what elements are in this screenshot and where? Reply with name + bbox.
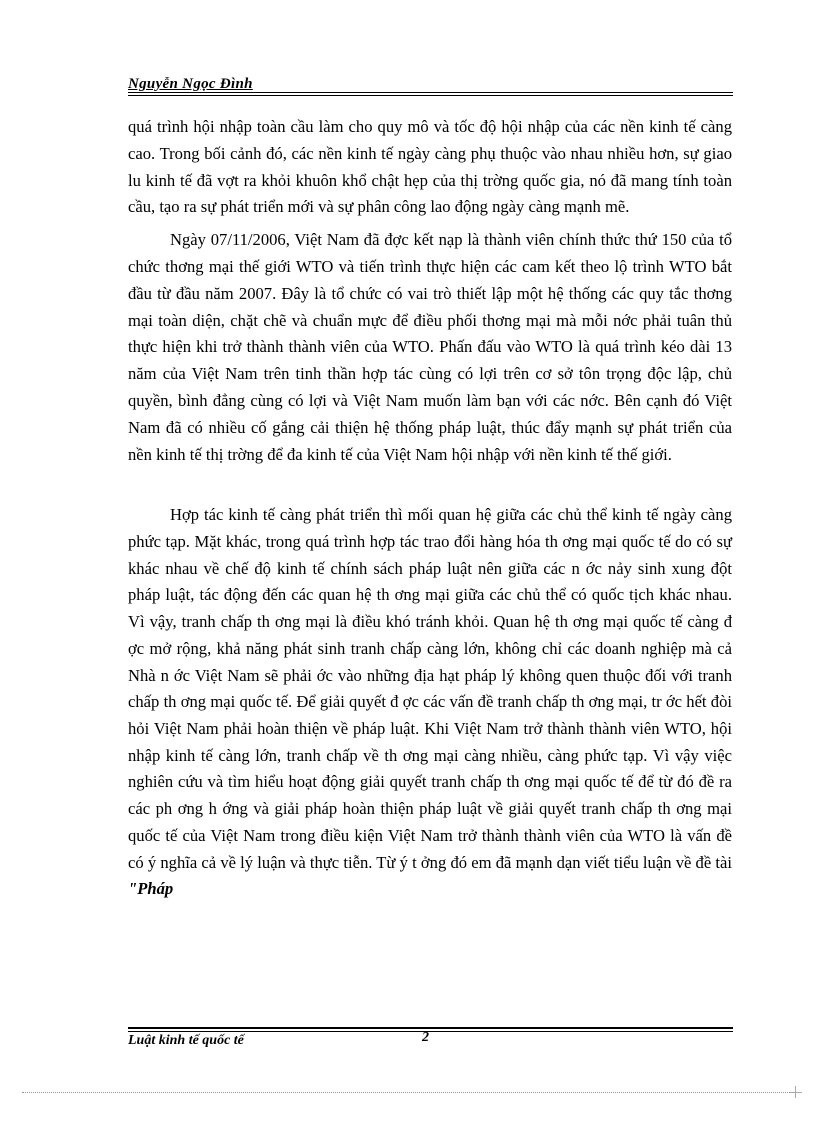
paragraph-3-text: Hợp tác kinh tế càng phát triển thì mối quan hệ giữa các chủ thể kinh tế ngày càng phức tạp. Mặt khác, trong quá trình hợp tác trao đổi hàng hóa th ơng mại quốc tế do có sự khác nhau về chế độ kinh tế chính sách pháp luật nên giữa các n ớc nảy sinh xung đột pháp luật, tác động đến các quan hệ th ơng mại giữa các chủ thể có quốc tịch khác nhau. Vì vậy, tranh chấp th ơng mại là điều khó tránh khỏi. Quan hệ th ơng mại quốc tế càng đ ợc mở rộng, khả năng phát sinh tranh chấp càng lớn, không chỉ các doanh nghiệp mà cả Nhà n ớc Việt Nam sẽ phải ớc vào những địa hạt pháp lý không quen thuộc đối với tranh chấp th ơng mại quốc tế. Để giải quyết đ ợc các vấn đề tranh chấp th ơng mại, tr ớc hết đòi hỏi Việt Nam phải hoàn thiện về pháp luật. Khi Việt Nam trở thành thành viên WTO, hội nhập kinh tế càng lớn, tranh chấp về th ơng mại càng nhiều, càng phức tạp. Vì vậy việc nghiên cứu và tìm hiểu hoạt động giải quyết tranh chấp th ơng mại quốc tế để từ đó đề ra các ph ơng h ớng và giải pháp hoàn thiện pháp luật về giải quyết tranh chấp th ơng mại quốc tế của Việt Nam trong điều kiện Việt Nam trở thành thành viên của WTO là vấn đề có ý nghĩa cả về lý luận và thực tiễn. Từ ý t ởng đó em đã mạnh dạn viết tiểu luận về đề tài [128, 505, 732, 872]
header-author: Nguyễn Ngọc Đình [128, 76, 253, 92]
paragraph-2: Ngày 07/11/2006, Việt Nam đã đợc kết nạp là thành viên chính thức thứ 150 của tổ chức thơng mại thế giới WTO và tiến trình thực hiện các cam kết theo lộ trình WTO bắt đầu từ đầu năm 2007. Đây là tổ chức có vai trò thiết lập một hệ thống các quy tắc thơng mại toàn diện, chặt chẽ và chuẩn mực để điều phối thơng mại mà mỗi nớc phải tuân thủ thực hiện khi trở thành thành viên của WTO. Phấn đấu vào WTO là quá trình kéo dài 13 năm của Việt Nam trên tinh thần hợp tác cùng có lợi trên cơ sở tôn trọng độc lập, chủ quyền, bình đẳng cùng có lợi và Việt Nam muốn làm bạn với các nớc. Bên cạnh đó Việt Nam đã có nhiều cố gắng cải thiện hệ thống pháp luật, thúc đẩy mạnh sự phát triển của nền kinh tế thị trờng để đa kinh tế của Việt Nam hội nhập với nền kinh tế thế giới. [128, 230, 732, 464]
paragraph-1: quá trình hội nhập toàn cầu làm cho quy mô và tốc độ hội nhập của các nền kinh tế càng cao. Trong bối cảnh đó, các nền kinh tế ngày càng phụ thuộc vào nhau nhiều hơn, sự giao lu kinh tế đã vợt ra khỏi khuôn khổ chật hẹp của thị trờng quốc gia, nó đã mang tính toàn cầu, tạo ra sự phát triển mới và sự phân công lao động ngày càng mạnh mẽ. [128, 117, 732, 217]
footer-rule [128, 1027, 733, 1029]
page-corner-mark-icon [790, 1086, 802, 1098]
footer-rule-secondary [128, 1031, 733, 1032]
page-boundary-dotted-line [22, 1092, 802, 1093]
page-number: 2 [422, 1030, 429, 1045]
footer-title: Luật kinh tế quốc tế [128, 1033, 244, 1048]
header-rule-secondary [128, 95, 733, 96]
paragraph-3-emphasis: "Pháp [128, 879, 174, 899]
header-rule [128, 92, 733, 93]
paragraph-3 [128, 502, 732, 903]
document-body [128, 114, 732, 903]
